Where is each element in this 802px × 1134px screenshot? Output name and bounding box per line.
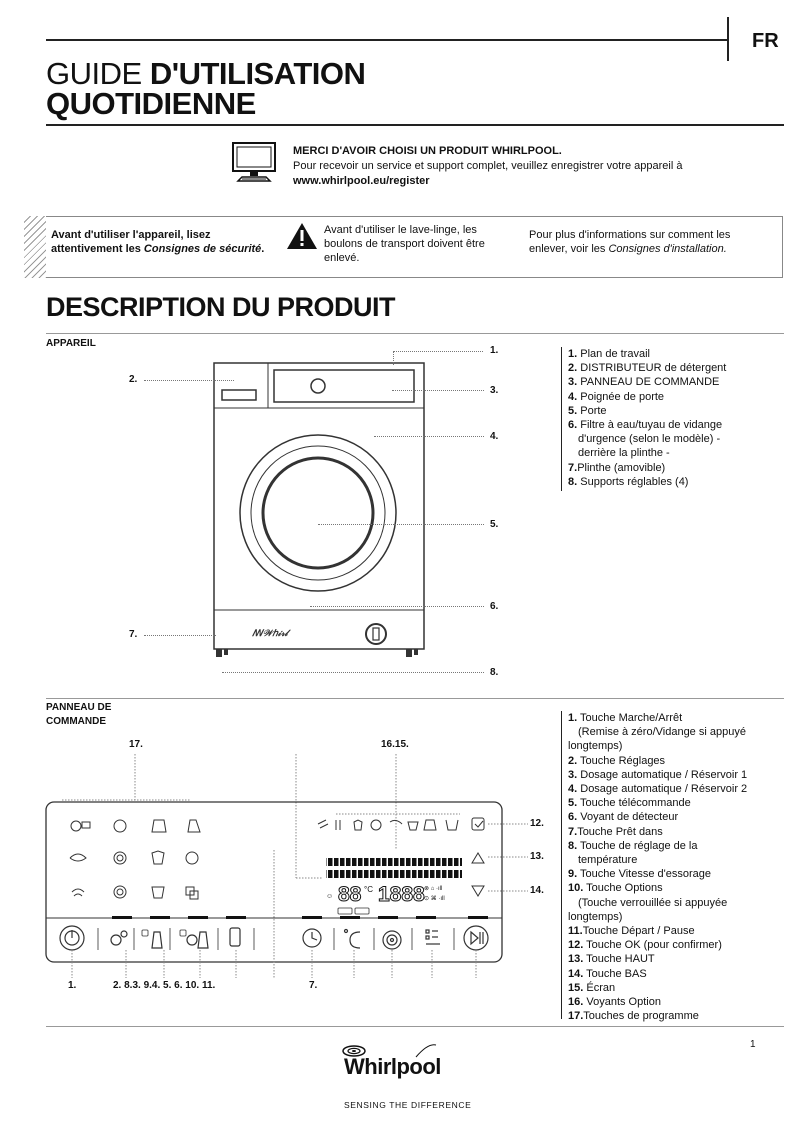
- callout-3: 3.: [490, 385, 499, 396]
- panel-callout-12: 12.: [530, 818, 544, 829]
- callout-8: 8.: [490, 667, 499, 678]
- thanks-text: Pour recevoir un service et support complet, veuillez enregistrer votre appareil à: [293, 160, 683, 172]
- panneau-line1: PANNEAU DE: [46, 702, 112, 713]
- header-rule: [46, 39, 728, 41]
- legend-item: 8. Touche de réglage de la: [568, 839, 698, 852]
- svg-text:°C: °C: [364, 885, 373, 894]
- panneau-line2: COMMANDE: [46, 716, 106, 727]
- legend-item: longtemps): [568, 740, 623, 753]
- legend-item: 1. Touche Marche/Arrêt: [568, 712, 683, 724]
- panel-legend: [561, 711, 748, 1023]
- warning-triangle-icon: [286, 222, 318, 250]
- title-light: GUIDE: [46, 56, 142, 91]
- legend-item: 2. DISTRIBUTEUR de détergent: [568, 362, 727, 375]
- leader-8: [222, 672, 484, 673]
- legend-item: (Remise à zéro/Vidange si appuyé: [578, 726, 746, 739]
- title-rule: [46, 124, 784, 126]
- warning-info-line2: [529, 242, 730, 256]
- panel-callout-2-11: 2. 8.3. 9.4. 5. 6. 10. 11.: [113, 980, 216, 991]
- panel-callout-13: 13.: [530, 851, 544, 862]
- legend-item: 2. Touche Réglages: [568, 754, 666, 767]
- callout-6: 6.: [490, 601, 499, 612]
- legend-item: 5. Porte: [568, 404, 607, 417]
- legend-item: 4. Dosage automatique / Réservoir 2: [568, 783, 748, 796]
- warning-info-text: enlever, voir les: [529, 243, 609, 255]
- thanks-heading: MERCI D'AVOIR CHOISI UN PRODUIT WHIRLPOOL.: [293, 145, 562, 157]
- warning-safety-text: attentivement les: [51, 243, 144, 255]
- warning-bolts-line3: enlevé.: [324, 252, 360, 264]
- warning-info-line1: Pour plus d'informations sur comment les: [529, 229, 731, 241]
- leader-3: [392, 390, 484, 391]
- legend-item: température: [578, 854, 638, 867]
- section-title: DESCRIPTION DU PRODUIT: [46, 292, 396, 322]
- warning-safety-line2: [51, 242, 264, 256]
- legend-item: 3. PANNEAU DE COMMANDE: [568, 376, 720, 389]
- legend-item: 9. Touche Vitesse d'essorage: [568, 868, 711, 881]
- legend-item: 17.Touches de programme: [568, 1010, 699, 1023]
- leader-6: [310, 606, 484, 607]
- svg-text:⊗ ⌂ ·ıll: ⊗ ⌂ ·ıll: [424, 886, 443, 892]
- warning-safety-line1: Avant d'utiliser l'appareil, lisez: [51, 229, 211, 241]
- page-number: 1: [750, 1039, 756, 1050]
- panel-callout-14: 14.: [530, 885, 544, 896]
- callout-1: 1.: [490, 345, 499, 356]
- register-link[interactable]: www.whirlpool.eu/register: [293, 175, 430, 187]
- legend-item: 15. Écran: [568, 981, 616, 994]
- legend-item: 13. Touche HAUT: [568, 953, 655, 966]
- brand-logo: Whirlpool: [344, 1054, 441, 1079]
- legend-item: 7.Touche Prêt dans: [568, 825, 663, 838]
- title-bold: D'UTILISATION: [149, 56, 366, 91]
- warning-bolts-line2: boulons de transport doivent être: [324, 238, 485, 250]
- thanks-block: [293, 144, 682, 189]
- warning-more-info: [529, 228, 730, 256]
- legend-item: 3. Dosage automatique / Réservoir 1: [568, 768, 748, 781]
- brand-tagline: SENSING THE DIFFERENCE: [344, 1100, 472, 1110]
- leader-5: [318, 524, 484, 525]
- legend-item: 16. Voyants Option: [568, 996, 661, 1009]
- section-rule: [46, 333, 784, 334]
- warning-hatch: [24, 216, 46, 278]
- legend-item: d'urgence (selon le modèle) -: [578, 433, 721, 446]
- legend-item: 14. Touche BAS: [568, 967, 647, 980]
- legend-item: (Touche verrouillée si appuyée: [578, 896, 728, 909]
- legend-item: 6. Filtre à eau/tuyau de vidange: [568, 419, 723, 432]
- warning-bolts-line1: Avant d'utiliser le lave-linge, les: [324, 224, 477, 236]
- safety-instructions-ref: Consignes de sécurité: [143, 243, 262, 255]
- leader-7: [144, 635, 216, 636]
- callout-7: 7.: [129, 629, 138, 640]
- warning-safety-period: .: [261, 243, 265, 255]
- panel-callout-1: 1.: [68, 980, 77, 991]
- washing-machine-illustration: [210, 360, 440, 666]
- footer-rule: [46, 1026, 784, 1027]
- language-code: FR: [752, 30, 779, 52]
- warning-transport-bolts: [324, 223, 485, 265]
- svg-text:ꟿ𝒲ℎ𝒾𝓇𝓁: ꟿ𝒲ℎ𝒾𝓇𝓁: [252, 628, 288, 638]
- installation-instructions-ref: Consignes d'installation.: [608, 243, 727, 255]
- leader-2: [144, 380, 234, 381]
- callout-2: 2.: [129, 374, 138, 385]
- leader-1-vertical: [393, 351, 394, 365]
- legend-item: 5. Touche télécommande: [568, 797, 691, 810]
- leader-4: [374, 436, 484, 437]
- legend-item: 10. Touche Options: [568, 882, 663, 895]
- legend-item: 4. Poignée de porte: [568, 390, 665, 403]
- appliance-legend: [561, 347, 726, 491]
- header-vertical-rule: [727, 17, 729, 61]
- legend-item: 7.Plinthe (amovible): [568, 461, 666, 474]
- panel-callout-17: 17.: [129, 739, 143, 750]
- computer-icon: [230, 141, 280, 185]
- legend-item: 8. Supports réglables (4): [568, 475, 689, 488]
- legend-item: derrière la plinthe -: [578, 447, 670, 460]
- display-digits-right: 1888: [378, 883, 425, 906]
- panel-callout-16-15: 16.15.: [381, 739, 409, 750]
- legend-item: 11.Touche Départ / Pause: [568, 925, 695, 938]
- svg-text:☺: ☺: [326, 893, 334, 900]
- panel-callout-7: 7.: [309, 980, 318, 991]
- control-panel-illustration: [40, 750, 540, 980]
- legend-item: 12. Touche OK (pour confirmer): [568, 939, 722, 952]
- panneau-label: [46, 701, 111, 729]
- appareil-label: APPAREIL: [46, 338, 96, 349]
- warning-safety: [51, 228, 264, 256]
- legend-item: 6. Voyant de détecteur: [568, 811, 679, 824]
- page-title-line2: QUOTIDIENNE: [46, 86, 256, 121]
- legend-item: longtemps): [568, 910, 623, 923]
- svg-text:⊙ ⌘ ·ıll: ⊙ ⌘ ·ıll: [424, 896, 445, 902]
- panel-section-rule: [46, 698, 784, 699]
- callout-4: 4.: [490, 431, 499, 442]
- leader-1: [393, 351, 483, 352]
- callout-5: 5.: [490, 519, 499, 530]
- legend-item: 1. Plan de travail: [568, 348, 650, 360]
- display-digits-left: 88: [338, 883, 362, 906]
